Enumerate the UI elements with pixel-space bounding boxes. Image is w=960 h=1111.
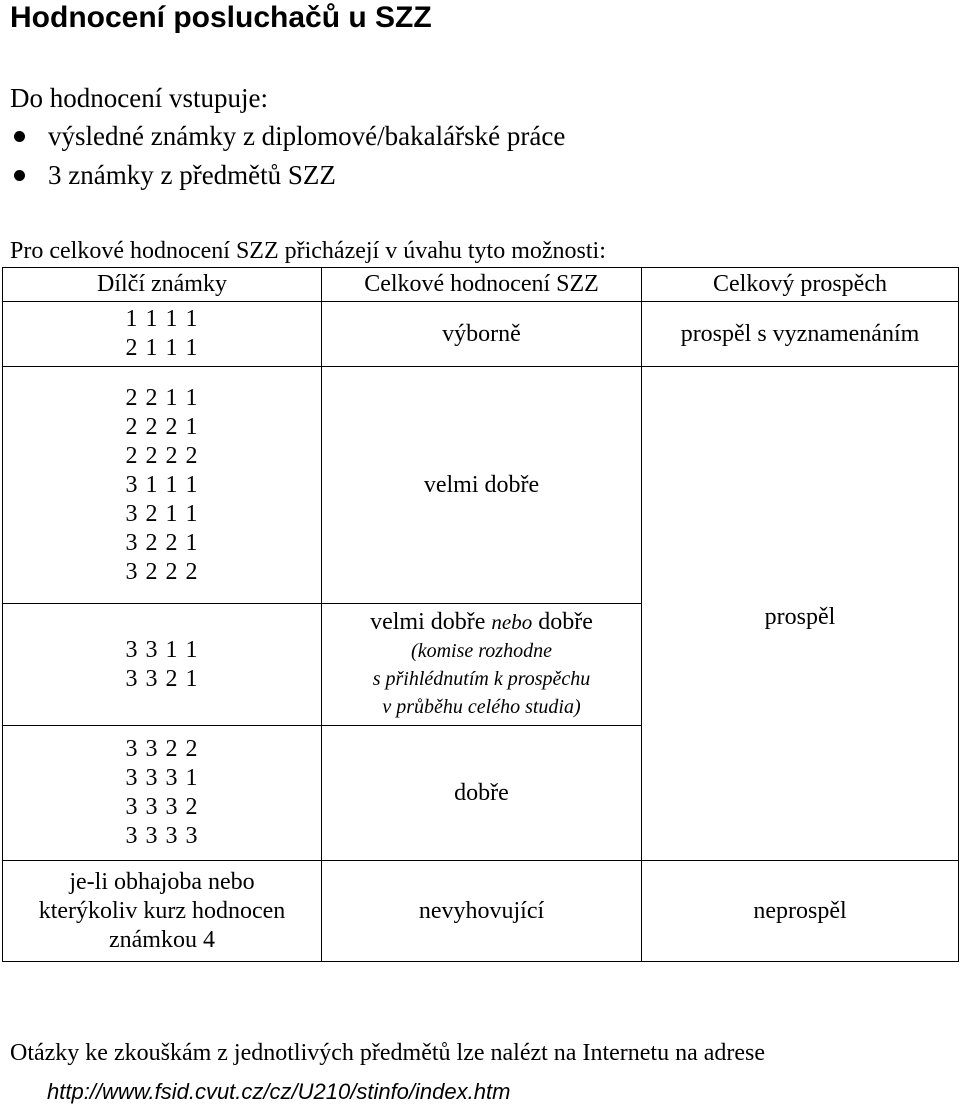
grade-combination: 2 1 1 1 [125,335,199,361]
grade-combination: 3 3 2 2 [125,736,199,762]
overall-cell: výborně [322,302,642,367]
grade-combination: 2 2 2 1 [125,413,199,440]
options-text: Pro celkové hodnocení SZZ přicházejí v úvahu tyto možnosti: [10,238,606,264]
bullet-dot-icon [14,131,25,142]
grade-combination: 3 3 3 2 [125,794,199,820]
overall-connector: nebo [491,610,533,634]
footer-text: Otázky ke zkouškám z jednotlivých předmětů lze nalézt na Internetu na adrese [10,1040,766,1066]
bullet-dot-icon [14,170,25,181]
header-overall-result: Celkový prospěch [642,268,959,302]
overall-option-a: velmi dobře [370,609,486,635]
table-row [3,367,959,604]
condition-line: kterýkoliv kurz hodnocen [38,897,286,924]
page-title: Hodnocení posluchačů u SZZ [10,1,432,34]
grade-combination: 3 1 1 1 [125,471,199,498]
passed-result-cell [642,367,959,861]
overall-option-b: dobře [538,609,593,635]
intro-text: Do hodnocení vstupuje: [10,83,268,113]
grade-combination: 3 2 2 1 [125,529,199,556]
bullet-list [10,120,565,198]
condition-line: známkou 4 [109,926,215,953]
internet-link[interactable]: http://www.fsid.cvut.cz/cz/U210/stinfo/index.htm [47,1079,511,1104]
grade-combination: 3 2 2 2 [125,558,199,585]
table-header-row [3,268,959,302]
overall-cell: nevyhovující [322,861,642,962]
bullet-text: výsledné známky z diplomové/bakalářské práce [48,121,566,151]
combinations-cell [3,302,322,367]
grade-combination: 3 2 1 1 [125,500,199,527]
grade-combination: 3 3 1 1 [125,636,199,663]
bullet-item [10,120,565,159]
result-cell: prospěl s vyznamenáním [642,302,959,367]
table-row [3,302,959,367]
committee-note: s přihlédnutím k prospěchu [372,668,591,690]
header-partial-grades: Dílčí známky [3,268,322,302]
passed-label: prospěl [764,604,836,630]
grade-combination: 2 2 1 1 [125,384,199,411]
condition-line: je-li obhajoba nebo [69,868,255,895]
combinations-cell [3,726,322,861]
grade-combination: 3 3 2 1 [125,665,199,692]
header-overall-evaluation: Celkové hodnocení SZZ [322,268,642,302]
grade-combination: 3 3 3 1 [125,765,199,791]
combinations-cell [3,367,322,604]
condition-cell [3,861,322,962]
overall-cell: dobře [322,726,642,861]
overall-cell: velmi dobře [322,367,642,604]
committee-note: v průběhu celého studia) [382,696,581,718]
bullet-text: 3 známky z předmětů SZZ [48,160,336,190]
table-row [3,861,959,962]
combinations-cell [3,604,322,726]
grade-combination: 3 3 3 3 [125,823,199,849]
overall-cell [322,604,642,726]
grade-combination: 1 1 1 1 [125,306,199,332]
bullet-item [10,159,565,198]
grade-combination: 2 2 2 2 [125,442,199,469]
result-cell: neprospěl [642,861,959,962]
committee-note: (komise rozhodne [411,640,552,662]
overall-choice-line [326,608,637,637]
grades-table [2,267,959,962]
